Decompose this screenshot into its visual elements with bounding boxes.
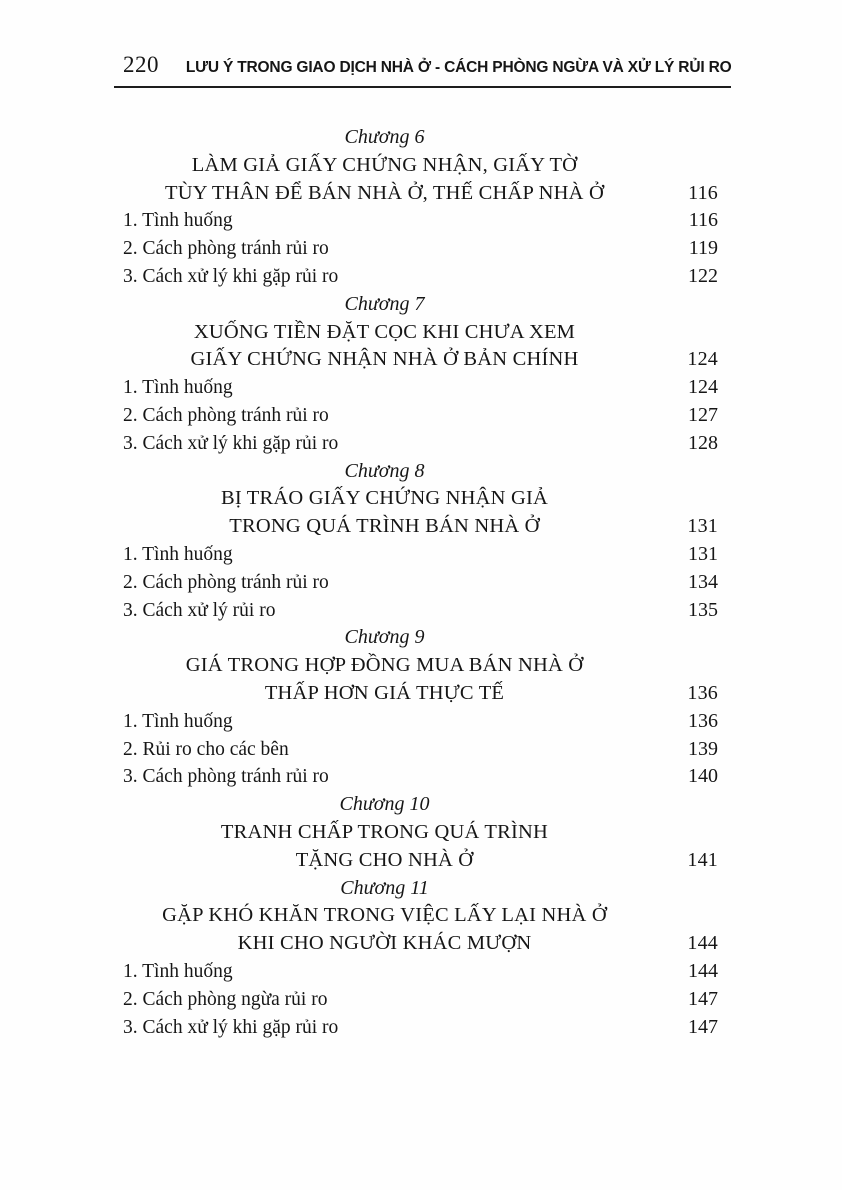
chapter-title-text: TÙY THÂN ĐỂ BÁN NHÀ Ở, THẾ CHẤP NHÀ Ở [164, 181, 605, 204]
chapter-title-text: KHI CHO NGƯỜI KHÁC MƯỢN [237, 932, 532, 955]
toc-chapter [123, 124, 718, 291]
page-header [123, 52, 731, 78]
toc-item-page: 122 [688, 264, 718, 287]
chapter-title-line [123, 847, 718, 875]
toc-item [123, 207, 718, 235]
chapter-title-line [123, 680, 718, 708]
toc-item [123, 402, 718, 430]
toc-item-text: 3. Cách xử lý khi gặp rủi ro [123, 265, 339, 287]
chapter-label: Chương 10 [339, 793, 430, 816]
toc-item-page: 131 [688, 542, 718, 565]
toc-item-text: 2. Cách phòng tránh rủi ro [123, 571, 329, 593]
toc-item-page: 119 [688, 237, 718, 260]
toc-item [123, 736, 718, 764]
toc-item-page: 128 [688, 431, 718, 454]
chapter-title-line [123, 819, 718, 847]
header-rule [114, 86, 731, 88]
chapter-title-text: GIÁ TRONG HỢP ĐỒNG MUA BÁN NHÀ Ở [185, 654, 584, 677]
toc-chapter [123, 624, 718, 791]
toc-item-text: 3. Cách xử lý khi gặp rủi ro [123, 1016, 339, 1038]
toc-item-page: 116 [688, 209, 718, 232]
toc-item [123, 763, 718, 791]
toc-chapter [123, 875, 718, 1042]
chapter-title-line [123, 319, 718, 347]
toc-item-page: 136 [688, 709, 718, 732]
toc-item-text: 1. Tình huống [123, 710, 233, 732]
toc-item-text: 3. Cách xử lý rủi ro [123, 599, 276, 621]
chapter-label: Chương 11 [340, 876, 429, 899]
toc-item [123, 958, 718, 986]
chapter-title-line [123, 652, 718, 680]
toc-item-text: 2. Rủi ro cho các bên [123, 738, 289, 760]
table-of-contents [123, 124, 718, 1041]
chapter-page-number: 116 [688, 181, 718, 204]
chapter-title-line [123, 902, 718, 930]
toc-item [123, 541, 718, 569]
chapter-title-text: LÀM GIẢ GIẤY CHỨNG NHẬN, GIẤY TỜ [191, 153, 578, 176]
toc-item [123, 235, 718, 263]
chapter-page-number: 144 [687, 932, 718, 955]
toc-item-text: 2. Cách phòng tránh rủi ro [123, 238, 329, 260]
chapter-title-text: TRONG QUÁ TRÌNH BÁN NHÀ Ở [229, 515, 540, 538]
toc-item [123, 263, 718, 291]
toc-item-page: 144 [688, 959, 718, 982]
chapter-title-text: BỊ TRÁO GIẤY CHỨNG NHẬN GIẢ [220, 487, 549, 510]
toc-item-page: 147 [688, 987, 718, 1010]
toc-item [123, 569, 718, 597]
toc-item-text: 2. Cách phòng tránh rủi ro [123, 404, 329, 426]
toc-item-text: 3. Cách phòng tránh rủi ro [123, 766, 329, 788]
chapter-label: Chương 8 [344, 459, 425, 482]
chapter-title-text: GIẤY CHỨNG NHẬN NHÀ Ở BẢN CHÍNH [190, 348, 579, 371]
toc-item [123, 708, 718, 736]
toc-item-text: 2. Cách phòng ngừa rủi ro [123, 988, 328, 1010]
chapter-title-text: XUỐNG TIỀN ĐẶT CỌC KHI CHƯA XEM [193, 320, 576, 343]
toc-item-page: 139 [688, 737, 718, 760]
toc-item [123, 374, 718, 402]
toc-item-page: 124 [688, 376, 718, 399]
toc-item-page: 134 [688, 570, 718, 593]
toc-chapter [123, 291, 718, 458]
chapter-label: Chương 9 [344, 626, 425, 649]
chapter-title-line [123, 485, 718, 513]
running-title: LƯU Ý TRONG GIAO DỊCH NHÀ Ở - CÁCH PHÒNG NGỪA VÀ XỬ LÝ RỦI RO [185, 59, 731, 76]
toc-item [123, 986, 718, 1014]
chapter-label: Chương 7 [344, 292, 425, 315]
chapter-page-number: 141 [687, 848, 718, 871]
chapter-title-text: THẤP HƠN GIÁ THỰC TẾ [264, 681, 505, 704]
toc-item [123, 1014, 718, 1042]
toc-item [123, 430, 718, 458]
page-number: 220 [123, 52, 159, 77]
chapter-title-text: TRANH CHẤP TRONG QUÁ TRÌNH [220, 820, 549, 843]
chapter-title-line [123, 346, 718, 374]
toc-item-page: 127 [688, 403, 718, 426]
chapter-title-line [123, 152, 718, 180]
toc-item-text: 1. Tình huống [123, 543, 233, 565]
toc-item-text: 3. Cách xử lý khi gặp rủi ro [123, 432, 339, 454]
chapter-title-line [123, 180, 718, 208]
chapter-title-text: TẶNG CHO NHÀ Ở [295, 848, 474, 871]
toc-item-text: 1. Tình huống [123, 210, 233, 232]
toc-chapter [123, 458, 718, 625]
toc-item [123, 597, 718, 625]
chapter-label: Chương 6 [344, 126, 425, 148]
chapter-title-line [123, 513, 718, 541]
toc-item-page: 140 [688, 765, 718, 788]
toc-item-text: 1. Tình huống [123, 960, 233, 982]
chapter-page-number: 124 [687, 348, 718, 371]
toc-chapter [123, 791, 718, 874]
chapter-title-line [123, 930, 718, 958]
chapter-title-text: GẶP KHÓ KHĂN TRONG VIỆC LẤY LẠI NHÀ Ở [162, 904, 607, 927]
chapter-page-number: 136 [687, 681, 718, 704]
toc-item-page: 147 [688, 1015, 718, 1038]
toc-item-page: 135 [688, 598, 718, 621]
chapter-page-number: 131 [687, 515, 718, 538]
toc-item-text: 1. Tình huống [123, 377, 233, 399]
